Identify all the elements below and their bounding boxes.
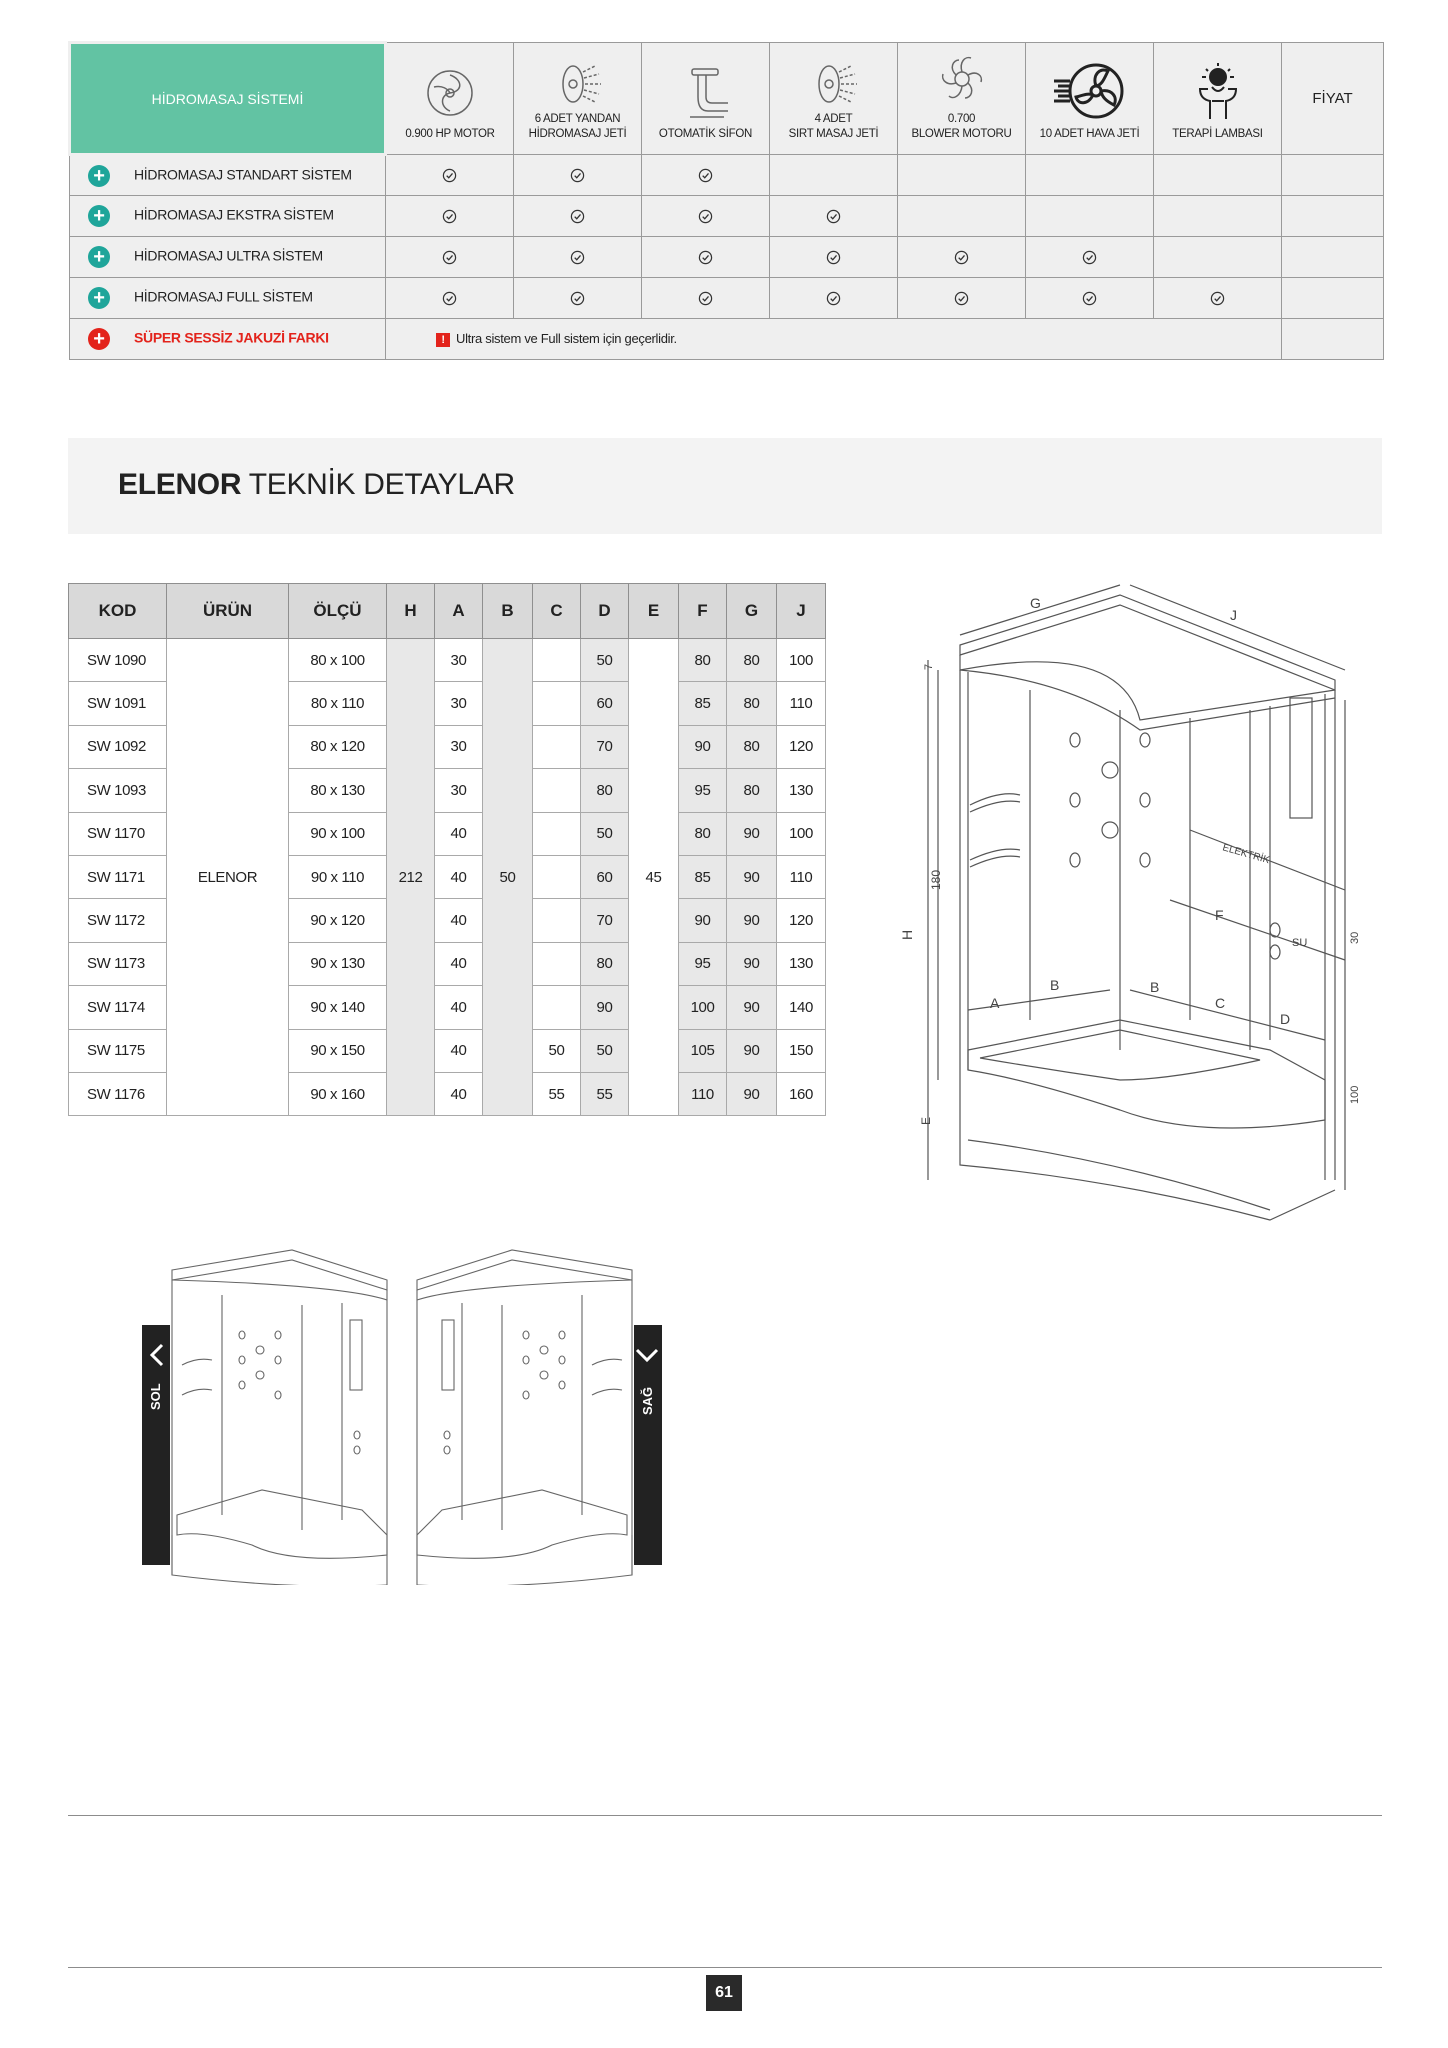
feature-col-label-2: HİDROMASAJ JETİ <box>528 128 627 140</box>
feature-col-label-2: 0.900 HP MOTOR <box>405 128 495 140</box>
cell-olcu: 90 x 150 <box>289 1029 387 1072</box>
cell-c <box>533 682 581 725</box>
cell-kod: SW 1172 <box>69 899 167 942</box>
dim-label-b2: B <box>1150 979 1160 995</box>
cell-c: 50 <box>533 1029 581 1072</box>
check-icon <box>826 250 841 265</box>
cell-c: 55 <box>533 1072 581 1115</box>
cell-a: 30 <box>435 682 483 725</box>
check-cell <box>1026 196 1154 237</box>
system-name: HİDROMASAJ STANDART SİSTEM <box>134 166 352 183</box>
cell-olcu: 90 x 160 <box>289 1072 387 1115</box>
col-f: F <box>679 584 727 639</box>
check-icon <box>570 291 585 306</box>
cell-a: 40 <box>435 942 483 985</box>
section-title-rest: TEKNİK DETAYLAR <box>241 468 515 501</box>
plus-icon[interactable]: + <box>88 246 110 268</box>
check-cell <box>514 237 642 278</box>
cell-olcu: 80 x 100 <box>289 639 387 682</box>
cell-f: 110 <box>679 1072 727 1115</box>
dim-label-h: H <box>899 929 915 940</box>
cell-f: 100 <box>679 986 727 1029</box>
cell-j: 160 <box>777 1072 826 1115</box>
dimension-drawing <box>870 580 1390 1240</box>
check-cell <box>386 237 514 278</box>
cell-a: 40 <box>435 899 483 942</box>
cell-j: 130 <box>777 769 826 812</box>
feature-col-label-2: OTOMATİK SİFON <box>658 128 753 140</box>
check-icon <box>826 291 841 306</box>
page-number: 61 <box>706 1975 742 2011</box>
technical-details-table <box>68 583 826 1116</box>
check-icon <box>826 209 841 224</box>
cell-d: 80 <box>581 769 629 812</box>
col-b: B <box>483 584 533 639</box>
cell-urun: ELENOR <box>167 639 289 1116</box>
cell-c <box>533 639 581 682</box>
feature-col-siphon <box>642 43 770 155</box>
system-name: HİDROMASAJ EKSTRA SİSTEM <box>134 206 334 223</box>
cell-olcu: 80 x 110 <box>289 682 387 725</box>
cell-d: 50 <box>581 812 629 855</box>
dim-label-j: J <box>1230 607 1237 623</box>
siphon-icon <box>680 67 732 121</box>
check-cell <box>1154 196 1282 237</box>
cell-b: 50 <box>483 639 533 1116</box>
dim-label-a: A <box>990 995 1000 1011</box>
col-c: C <box>533 584 581 639</box>
side-jet-icon <box>553 62 603 106</box>
cell-c <box>533 725 581 768</box>
cell-f: 90 <box>679 899 727 942</box>
check-cell <box>1154 237 1282 278</box>
check-cell <box>386 155 514 196</box>
col-olcu: ÖLÇÜ <box>289 584 387 639</box>
cell-d: 50 <box>581 639 629 682</box>
cell-kod: SW 1092 <box>69 725 167 768</box>
check-cell <box>514 196 642 237</box>
col-e: E <box>629 584 679 639</box>
col-g: G <box>727 584 777 639</box>
cell-f: 90 <box>679 725 727 768</box>
feature-row <box>70 278 1384 319</box>
check-icon <box>442 250 457 265</box>
therapy-lamp-icon <box>1190 61 1246 121</box>
label-elektrik: ELEKTRİK <box>1221 842 1271 867</box>
feature-col-label-1: 4 ADET <box>814 113 853 125</box>
feature-table-title: HİDROMASAJ SİSTEMİ <box>70 43 386 155</box>
cell-kod: SW 1091 <box>69 682 167 725</box>
price-cell <box>1282 278 1384 319</box>
cell-f: 80 <box>679 812 727 855</box>
cell-h: 212 <box>387 639 435 1116</box>
cell-d: 90 <box>581 986 629 1029</box>
cell-g: 80 <box>727 682 777 725</box>
system-name: HİDROMASAJ FULL SİSTEM <box>134 288 313 305</box>
dim-label-g: G <box>1030 595 1041 611</box>
cell-j: 140 <box>777 986 826 1029</box>
check-cell <box>642 155 770 196</box>
check-cell <box>898 278 1026 319</box>
check-cell <box>386 196 514 237</box>
col-d: D <box>581 584 629 639</box>
cell-a: 40 <box>435 812 483 855</box>
cell-f: 105 <box>679 1029 727 1072</box>
price-cell <box>1282 196 1384 237</box>
cell-f: 80 <box>679 639 727 682</box>
cell-d: 50 <box>581 1029 629 1072</box>
right-variant-drawing <box>412 1245 662 1585</box>
cell-kod: SW 1175 <box>69 1029 167 1072</box>
cell-c <box>533 986 581 1029</box>
col-kod: KOD <box>69 584 167 639</box>
variant-label-left: SOL <box>148 1383 163 1410</box>
cell-c <box>533 942 581 985</box>
price-cell <box>1282 155 1384 196</box>
cell-a: 30 <box>435 725 483 768</box>
check-icon <box>570 209 585 224</box>
cell-kod: SW 1093 <box>69 769 167 812</box>
cell-kod: SW 1090 <box>69 639 167 682</box>
cell-f: 95 <box>679 942 727 985</box>
check-cell <box>514 278 642 319</box>
feature-row <box>70 237 1384 278</box>
check-icon <box>442 168 457 183</box>
check-cell <box>642 196 770 237</box>
feature-col-label-2: SIRT MASAJ JETİ <box>788 128 879 140</box>
dim-label-30: 30 <box>1349 931 1361 944</box>
feature-col-label-1: 0.700 <box>947 113 976 125</box>
feature-col-back-jet <box>770 43 898 155</box>
cell-j: 100 <box>777 639 826 682</box>
special-row-label: SÜPER SESSİZ JAKUZİ FARKI <box>134 329 329 346</box>
dim-label-height: 180 <box>929 869 943 890</box>
check-cell <box>1154 278 1282 319</box>
check-icon <box>698 168 713 183</box>
cell-j: 110 <box>777 682 826 725</box>
check-cell <box>1026 155 1154 196</box>
check-cell <box>898 196 1026 237</box>
check-cell <box>898 155 1026 196</box>
cell-g: 90 <box>727 812 777 855</box>
cell-a: 40 <box>435 1072 483 1115</box>
dim-label-top: 7 <box>923 663 935 670</box>
cell-d: 60 <box>581 855 629 898</box>
hydromassage-feature-table <box>68 41 1384 360</box>
cell-g: 90 <box>727 986 777 1029</box>
tech-body <box>69 639 826 1116</box>
cell-j: 130 <box>777 942 826 985</box>
cell-olcu: 90 x 140 <box>289 986 387 1029</box>
check-icon <box>1082 250 1097 265</box>
cell-e: 45 <box>629 639 679 1116</box>
price-cell <box>1282 319 1384 360</box>
check-icon <box>698 250 713 265</box>
warning-icon: ! <box>436 333 450 347</box>
cell-j: 150 <box>777 1029 826 1072</box>
blower-icon <box>935 52 989 106</box>
cell-c <box>533 812 581 855</box>
check-cell <box>1154 155 1282 196</box>
col-j: J <box>777 584 826 639</box>
feature-col-air-jet <box>1026 43 1154 155</box>
check-icon <box>1210 291 1225 306</box>
cell-kod: SW 1171 <box>69 855 167 898</box>
feature-row <box>70 155 1384 196</box>
section-title <box>118 468 515 502</box>
cell-olcu: 90 x 120 <box>289 899 387 942</box>
tech-row <box>69 639 826 682</box>
cell-a: 40 <box>435 855 483 898</box>
check-cell <box>1026 278 1154 319</box>
cell-g: 90 <box>727 899 777 942</box>
special-row-note: Ultra sistem ve Full sistem için geçerlidir. <box>456 331 677 347</box>
check-icon <box>1082 291 1097 306</box>
cell-d: 70 <box>581 899 629 942</box>
cell-c <box>533 769 581 812</box>
check-icon <box>954 250 969 265</box>
check-cell <box>386 278 514 319</box>
check-icon <box>570 168 585 183</box>
plus-icon[interactable]: + <box>88 287 110 309</box>
cell-d: 55 <box>581 1072 629 1115</box>
check-cell <box>770 196 898 237</box>
feature-col-motor <box>386 43 514 155</box>
cell-c <box>533 855 581 898</box>
variant-label-right: SAĞ <box>640 1386 655 1415</box>
feature-row <box>70 196 1384 237</box>
cell-kod: SW 1173 <box>69 942 167 985</box>
footer-divider-top <box>68 1815 1382 1816</box>
check-cell <box>642 278 770 319</box>
system-name: HİDROMASAJ ULTRA SİSTEM <box>134 247 323 264</box>
cell-olcu: 80 x 130 <box>289 769 387 812</box>
check-icon <box>570 250 585 265</box>
left-variant-drawing <box>142 1245 392 1585</box>
col-a: A <box>435 584 483 639</box>
feature-col-therapy-lamp <box>1154 43 1282 155</box>
check-icon <box>954 291 969 306</box>
cell-g: 90 <box>727 1072 777 1115</box>
cell-g: 80 <box>727 769 777 812</box>
plus-icon[interactable]: + <box>88 165 110 187</box>
check-cell <box>770 155 898 196</box>
price-column-header: FİYAT <box>1282 43 1384 155</box>
cell-j: 100 <box>777 812 826 855</box>
check-cell <box>642 237 770 278</box>
section-header <box>68 438 1382 534</box>
price-cell <box>1282 237 1384 278</box>
check-icon <box>698 291 713 306</box>
cell-g: 80 <box>727 639 777 682</box>
cell-j: 120 <box>777 725 826 768</box>
cell-olcu: 90 x 100 <box>289 812 387 855</box>
tech-header-row <box>69 584 826 639</box>
cell-kod: SW 1174 <box>69 986 167 1029</box>
cell-a: 30 <box>435 639 483 682</box>
feature-col-label-2: BLOWER MOTORU <box>911 128 1012 140</box>
feature-col-side-jet <box>514 43 642 155</box>
section-title-bold: ELENOR <box>118 468 242 501</box>
cell-g: 90 <box>727 1029 777 1072</box>
cell-f: 95 <box>679 769 727 812</box>
dim-label-100: 100 <box>1349 1085 1361 1104</box>
dim-label-c: C <box>1215 995 1226 1011</box>
check-icon <box>442 291 457 306</box>
col-h: H <box>387 584 435 639</box>
label-su: SU <box>1292 937 1308 949</box>
feature-col-blower <box>898 43 1026 155</box>
cell-olcu: 80 x 120 <box>289 725 387 768</box>
dim-label-e: E <box>919 1116 933 1125</box>
check-cell <box>514 155 642 196</box>
dim-label-f: F <box>1215 907 1224 923</box>
cell-g: 90 <box>727 942 777 985</box>
cell-olcu: 90 x 110 <box>289 855 387 898</box>
feature-col-label-2: TERAPİ LAMBASI <box>1172 128 1263 140</box>
feature-col-label-2: 10 ADET HAVA JETİ <box>1039 128 1140 140</box>
cell-c <box>533 899 581 942</box>
dim-label-d: D <box>1280 1011 1291 1027</box>
col-urun: ÜRÜN <box>167 584 289 639</box>
cell-a: 40 <box>435 1029 483 1072</box>
cell-j: 110 <box>777 855 826 898</box>
plus-icon[interactable]: + <box>88 205 110 227</box>
cell-g: 90 <box>727 855 777 898</box>
cell-j: 120 <box>777 899 826 942</box>
check-cell <box>770 278 898 319</box>
cell-d: 60 <box>581 682 629 725</box>
feature-col-label-1: 6 ADET YANDAN <box>534 113 621 125</box>
check-icon <box>698 209 713 224</box>
cell-g: 80 <box>727 725 777 768</box>
back-jet-icon <box>809 62 859 106</box>
cell-a: 40 <box>435 986 483 1029</box>
cell-d: 80 <box>581 942 629 985</box>
check-cell <box>770 237 898 278</box>
special-row <box>70 319 1384 360</box>
air-jet-fan-icon <box>1052 61 1128 121</box>
cell-d: 70 <box>581 725 629 768</box>
cell-a: 30 <box>435 769 483 812</box>
check-cell <box>1026 237 1154 278</box>
cell-f: 85 <box>679 855 727 898</box>
check-cell <box>898 237 1026 278</box>
cell-kod: SW 1176 <box>69 1072 167 1115</box>
plus-icon[interactable]: + <box>88 328 110 350</box>
footer-divider-bottom <box>68 1967 1382 1968</box>
motor-icon <box>422 65 478 121</box>
cell-f: 85 <box>679 682 727 725</box>
cell-olcu: 90 x 130 <box>289 942 387 985</box>
cell-kod: SW 1170 <box>69 812 167 855</box>
check-icon <box>442 209 457 224</box>
dim-label-b: B <box>1050 977 1060 993</box>
